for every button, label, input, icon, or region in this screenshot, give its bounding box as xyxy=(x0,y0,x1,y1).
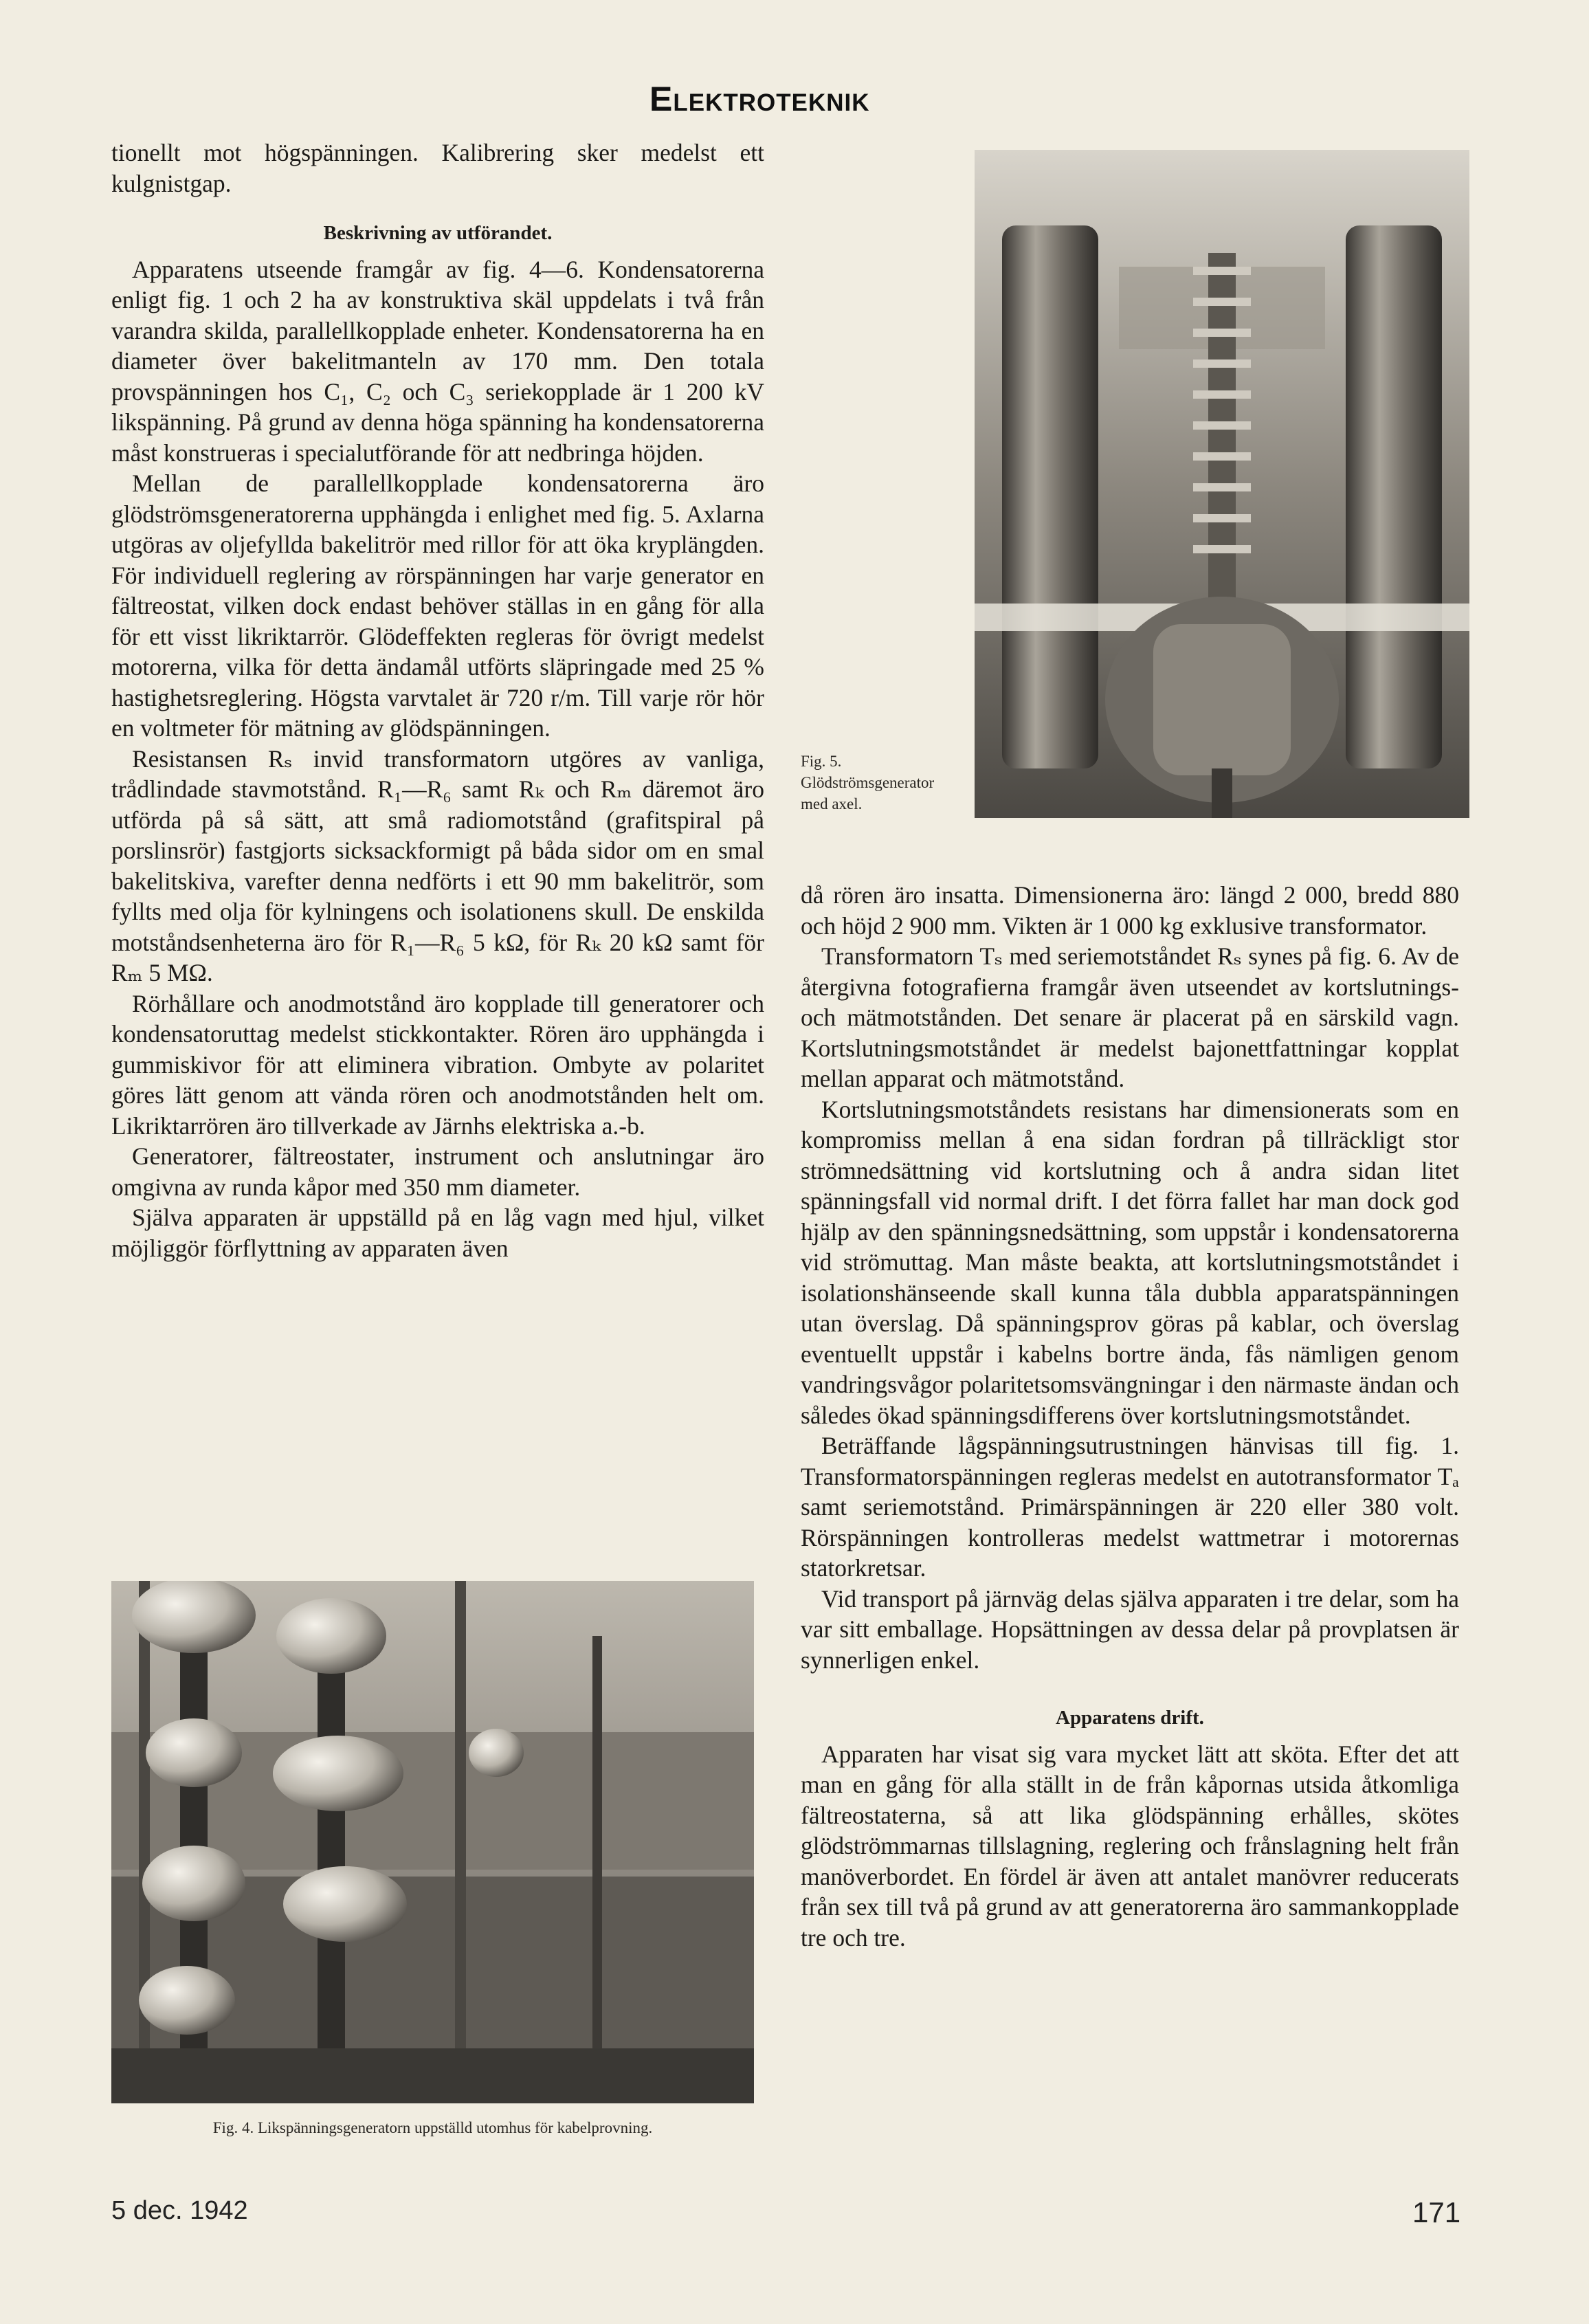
body-paragraph: Kortslutningsmotståndets resistans har dimensionerats som en kompromiss mellan å ena sidan fordran på tillräckligt stor strömnedsättning vid kortslutning och å andra sidan litet spänningsfall vid normal drift. I det förra fallet har man dock god hjälp av den spänningsnedsättning, som uppstår i kondensatorerna vid strömuttag. Man måste beakta, att kortslutningsmotståndet i isolationshänseende skall kunna tåla dubbla apparatspänningen utan överslag. Då spänningsprov göras på kablar, och överslag eventuellt uppstår i kabelns bortre ända, fås nämligen genom vandringsvågor polaritetsomsvängningar i den närmaste ändan och således ökad spänningsdifferens över kortslutningsmotståndet. xyxy=(801,1095,1459,1429)
intro-paragraph: tionellt mot högspänningen. Kalibrering sker medelst ett kulgnistgap. xyxy=(111,139,764,197)
section-heading-operation: Apparatens drift. xyxy=(1056,1707,1204,1729)
section-heading-description: Beskrivning av utförandet. xyxy=(323,222,553,244)
fig4-generator-outdoor-illustration xyxy=(111,1581,754,2103)
right-column xyxy=(801,880,1459,1953)
fig4-caption: Fig. 4. Likspänningsgeneratorn uppställd utomhus för kabelprovning. xyxy=(212,2119,653,2136)
body-paragraph: Apparaten har visat sig vara mycket lätt att sköta. Efter det att man en gång för alla ställt in de från kåpornas utsida åtkomliga fältreostaterna, så att lika glödspänning erhålles, skötes glödströmmarnas tillslagning, reglering och frånslagning helt från manöverbordet. En fördel är även att antalet manövrer reducerats från sex till två på grund av att generatorerna äro sammankopplade tre och tre. xyxy=(801,1740,1459,1951)
fig5-photo xyxy=(975,150,1469,818)
body-paragraph: Själva apparaten är uppställd på en låg vagn med hjul, vilket möjliggör förflyttning av apparaten även xyxy=(111,1204,764,1262)
body-paragraph: Generatorer, fältreostater, instrument och anslutningar äro omgivna av runda kåpor med 350 mm diameter. xyxy=(111,1142,764,1201)
body-paragraph: Rörhållare och anodmotstånd äro kopplade till generatorer och kondensatoruttag medelst stickkontakter. Rören äro upphängda i gummiskivor för att eliminera vibration. Ombyte av polaritet göres lätt genom att vända rören och anodmotstånden helt om. Likriktarrören äro tillverkade av Järnhs elektriska a.-b. xyxy=(111,989,764,1140)
section-header: Elektroteknik xyxy=(649,80,870,118)
fig5-generator-illustration xyxy=(975,150,1469,818)
left-column xyxy=(111,137,764,1263)
body-paragraph: Resistansen Rₛ invid transformatorn utgöres av vanliga, trådlindade stavmotstånd. R₁—R₆ samt Rₖ och Rₘ däremot äro utförda på så sätt, att små radiomotstånd (grafitspiral på porslinsrör) fastgjorts sicksackformigt på båda sidor om en smal bakelitskiva, varefter denna nedförts i ett 90 mm bakelitrör, som fyllts med olja för kylningens och isolationens skull. De enskilda motståndsenheterna äro för R₁—R₆ 5 kΩ, för Rₖ 20 kΩ samt för Rₘ 5 MΩ. xyxy=(111,744,764,986)
body-paragraph: Beträffande lågspänningsutrustningen hänvisas till fig. 1. Transformatorspänningen regleras medelst en autotransformator Tₐ samt seriemotstånd. Primärspänningen är 220 eller 380 volt. Rörspänningen kontrolleras medelst wattmetrar i motorernas statorkretsar. xyxy=(801,1432,1459,1582)
body-paragraph: Transformatorn Tₛ med seriemotståndet Rₛ synes på fig. 6. Av de återgivna fotografierna framgår även utseendet av kortslutnings- och mätmotstånden. Det senare är placerat på en särskild vagn. Kortslutningsmotståndet är medelst bajonettfattningar kopplat mellan apparat och mätmotstånd. xyxy=(801,942,1459,1092)
body-paragraph: då rören äro insatta. Dimensionerna äro: längd 2 000, bredd 880 och höjd 2 900 mm. Vikten är 1 000 kg exklusive transformator. xyxy=(801,881,1459,940)
page-number: 171 xyxy=(1412,2196,1461,2228)
body-paragraph: Mellan de parallellkopplade kondensatorerna äro glödströmsgeneratorerna upphängda i enlighet med fig. 5. Axlarna utgöras av oljefyllda bakelitrör med rillor för att öka kryplängden. För individuell reglering av rörspänningen har varje generator en fältreostat, vilken dock endast behöver ställas in en gång för alla för ett visst likriktarrör. Glödeffekten regleras för övrigt medelst motorerna, vilka för detta ändamål utförts släpringade med 25 % hastighetsreglering. Högsta varvtalet är 720 r/m. Till varje rör hör en voltmeter för mätning av glödspänningen. xyxy=(111,469,764,742)
fig5-caption: Fig. 5. Glödströmsgenerator med axel. xyxy=(801,753,935,812)
issue-date: 5 dec. 1942 xyxy=(111,2196,248,2225)
body-paragraph: Apparatens utseende framgår av fig. 4—6. Kondensatorerna enligt fig. 1 och 2 ha av konstruktiva skäl uppdelats i två från varandra skilda, parallellkopplade enheter. Kondensatorerna ha en diameter över bakelitmanteln av 170 mm. Den totala provspänningen hos C₁, C₂ och C₃ seriekopplade är 1 200 kV likspänning. På grund av denna höga spänning ha kondensatorerna måst konstrueras i specialutförande för att nedbringa höjden. xyxy=(111,255,764,467)
fig4-photo xyxy=(111,1581,754,2103)
body-paragraph: Vid transport på järnväg delas själva apparaten i tre delar, som ha var sitt emballage. Hopsättningen av dessa delar på provplatsen är synnerligen enkel. xyxy=(801,1584,1459,1674)
